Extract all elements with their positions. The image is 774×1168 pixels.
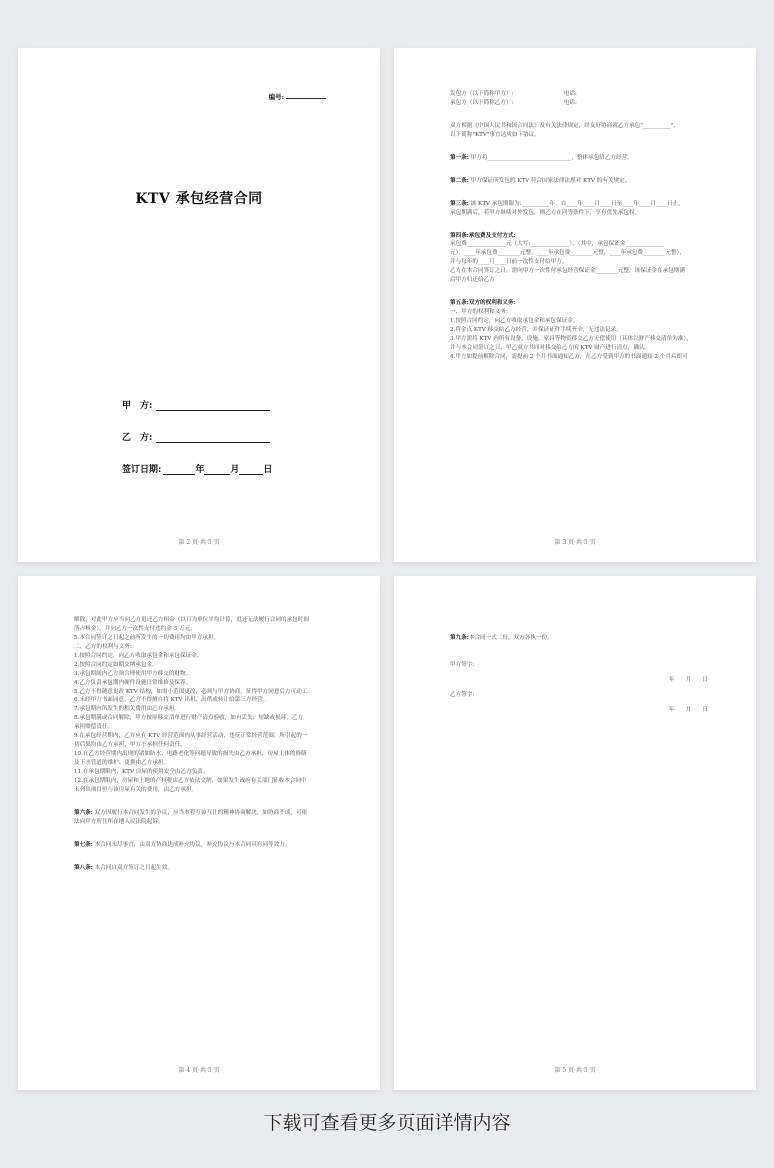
paragraph-gap [74, 850, 332, 864]
text-line: 第二条: 甲方保证所发包的 KTV 符合国家法律法规对 KTV 的有关规定。 [450, 177, 631, 184]
sign-day-blank [239, 465, 263, 475]
paragraph-gap [450, 140, 708, 154]
clause-label: 第七条: [74, 841, 93, 848]
sign-day-label: 日 [263, 465, 273, 475]
text-line: 发包方（以下简称甲方）: 电话: [450, 91, 577, 97]
text-line: 乙方在本合同签订之日，需向甲方一次性付承包经营保证金________元整，该保证金在承包期满 [450, 268, 685, 275]
paragraph-gap [450, 218, 708, 232]
text-line: 4.乙方负责承包期内硬件设施日常维修及保养。 [74, 679, 192, 686]
text-line: 解除，对此甲方应当向乙方退还乙方租金（以日为单位平均计算，退还无法履行合同的承包时间 [74, 617, 309, 623]
text-line: 二、乙方的权利与义务: [74, 643, 132, 650]
text-line: 元），____年承包费________元整，____年承包费________元整，____年承包费________元整）， [450, 250, 685, 257]
party-a-dateline: 年 月 日 [668, 676, 708, 683]
text-line: 3.甲方需将 KTV 内所有设备，设施，家具等物资移交乙方无偿使用（具体以财产移交清单为准）， [450, 335, 692, 342]
paragraph-gap [450, 163, 708, 177]
clause-label: 第二条: [450, 177, 469, 184]
sign-month-label: 月 [230, 465, 240, 475]
text-line: 5.乙方不得随意更改 KTV 结构，如需小范围更改，必须与甲方协商，征得甲方同意后方可动工。 [74, 688, 314, 695]
contract-page-4 [18, 576, 380, 1090]
paragraph-gap [450, 285, 708, 299]
contract-title: KTV 承包经营合同 [135, 191, 263, 207]
page-4-body [74, 616, 332, 873]
text-line: 6.未经甲方书面同意，乙方不得擅自将 KTV 出租、出借或转让给第三方经营。 [74, 697, 269, 704]
party-a-label: 甲 方: [122, 401, 153, 411]
clause-9-label: 第九条: [450, 635, 469, 641]
paragraph-gap [450, 186, 708, 200]
document-number [269, 92, 326, 101]
text-line: 12.在承包期限内，房屋和土地的产权税由乙方依法交纳，如果发生政府有关部门征收本合同中 [74, 777, 307, 784]
paragraph-gap [74, 795, 332, 809]
party-a-row [122, 398, 322, 430]
text-line: 法向甲方所住所在地人民法院起诉。 [74, 818, 164, 825]
party-b-dateline: 年 月 日 [668, 706, 708, 713]
sign-month-blank [204, 465, 230, 475]
text-line: 9.在承包经营期内，乙方应在 KTV 经营范围内从事经营活动，违反正常经营范围，所引起的一 [74, 733, 308, 740]
text-line: 第一条: 甲方将______________________________，整体承包给乙方经营。 [450, 154, 633, 161]
download-caption: 下载可查看更多页面详情内容 [263, 1112, 511, 1134]
document-number-label: 编号: [268, 93, 284, 101]
contract-page-2 [18, 48, 380, 562]
text-line: 以下简称"KTV"事宜达成如下协议。 [450, 131, 540, 138]
text-line: 10.在乙方经营期内出现的诸如防水、电路老化等问题导致的损失由乙方承担，房屋主体的修缮 [74, 751, 307, 758]
text-line: 并与每年的____月____日前一次性支付给甲方。 [450, 259, 568, 266]
text-line: 后甲方归还给乙方 [450, 277, 495, 284]
cover-signature-block [122, 398, 322, 494]
sign-date-row [122, 462, 322, 494]
clause-9 [450, 634, 708, 643]
clause-9-text: 本合同一式二份，双方各执一份。 [468, 635, 553, 641]
text-line: 第七条: 本合同未尽事宜，由双方协商达成补充协议，补充协议与本合同具有同等效力。 [74, 841, 291, 848]
party-b-signature-label: 乙方签字: [450, 691, 475, 698]
contract-page-3 [394, 48, 756, 562]
text-line: 1.按照合同约定，向乙方收取承包金和承包保证金。 [450, 318, 579, 324]
text-line: 2.按照合同约定如期交纳承包金。 [74, 661, 158, 668]
text-line: 4.甲方如提前解除合同，需提前 2 个月书面通知乙方，在乙方受到甲方的书面通知 2 个月后即可 [450, 353, 688, 360]
clause-label: 第六条: [74, 809, 93, 816]
text-line: 所占租金），并向乙方一次性支付违约金 3 万元。 [74, 625, 196, 632]
text-line: 第三条: 该 KTV 承包期限为:__________年，自____年____月____日至____年____月____日止， [450, 200, 684, 207]
paragraph-gap [74, 827, 332, 841]
party-b-line [156, 433, 270, 443]
clause-label: 第四条:承包费及支付方式: [450, 232, 516, 239]
text-line: 第八条: 本合同自双方签订之日起生效。 [74, 864, 173, 871]
contract-page-5 [394, 576, 756, 1090]
text-line [450, 299, 708, 308]
clause-label: 第三条: [450, 200, 469, 207]
clause-label: 第一条: [450, 154, 469, 161]
text-line: 7.承包期内所发生的相关费用由乙方承担。 [74, 706, 181, 713]
text-line: 1.按照合同约定，向乙方收取承包金和承包保证金。 [74, 652, 203, 659]
page-footer: 第 3 页 共 5 页 [554, 539, 596, 546]
sign-year-blank [163, 465, 195, 475]
sign-date-label: 签订日期: [122, 465, 162, 475]
text-line: 承包方（以下简称乙方）: 电话: [450, 99, 577, 106]
text-line: 及下水管道的维护、更换由乙方承担。 [74, 760, 170, 766]
party-b-row [122, 430, 322, 462]
clause-label: 第五条:双方的权利和义务: [450, 300, 516, 307]
text-line: 8.承包期满或合同解除，甲方按原移交清单进行财产清点验收，如有丢失、短缺或损坏，乙方 [74, 715, 304, 722]
text-line: 未列出项目但与该房屋有关的费用，由乙方承担。 [74, 786, 198, 793]
text-line: 11.在承包期限内，KTV 房屋的使用安全由乙方负责。 [74, 768, 209, 775]
page-3-body [450, 90, 708, 362]
text-line [450, 232, 708, 241]
text-line: 切后果均由乙方承担，甲方不承担任何责任。 [74, 742, 186, 749]
page-footer: 第 5 页 共 5 页 [554, 1067, 596, 1074]
text-line: 第六条: 双方因履行本合同发生的争议，应当本着互谅互让的精神协商解决，如协商不成，可依 [74, 809, 308, 816]
text-line: 3.承包期间内乙方须合理使用甲方移交的财物。 [74, 670, 192, 677]
page-footer: 第 4 页 共 5 页 [178, 1067, 220, 1074]
sign-year-label: 年 [195, 465, 205, 475]
text-line: 双方根据《中国人民共和国合同法》及有关法律规定，经友好协商就乙方承包"__________"， [450, 122, 679, 129]
text-line: 承包费______________元（大写:______________），（其中，承包保证金______________ [450, 241, 665, 248]
party-a-signature-label: 甲方签字: [450, 661, 475, 668]
text-line: 一、甲方的权利和义务: [450, 309, 508, 316]
page-5-body [450, 634, 708, 715]
party-b-label: 乙 方: [122, 433, 153, 443]
paragraph-gap [450, 108, 708, 122]
text-line: 并与本合同签订之日，甲乙双方共同对移交给乙方的 KTV 财产进行清点，确认。 [450, 344, 651, 351]
text-line: 2.将金点 KTV 移交给乙方经营，并保证证件手续齐全，无违法记录。 [450, 326, 622, 333]
page-footer: 第 2 页 共 5 页 [178, 539, 220, 546]
text-line: 5.本合同签订之日起之前所发生的一切费用均由甲方承担。 [74, 634, 220, 641]
text-line: 承包期满后，若甲方继续对外发包，则乙方在同等条件下，享有优先承包权。 [450, 209, 641, 216]
text-line: 承担赔偿责任。 [74, 724, 114, 731]
document-number-blank [286, 98, 326, 99]
clause-label: 第八条: [74, 864, 93, 871]
party-a-line [156, 401, 270, 411]
